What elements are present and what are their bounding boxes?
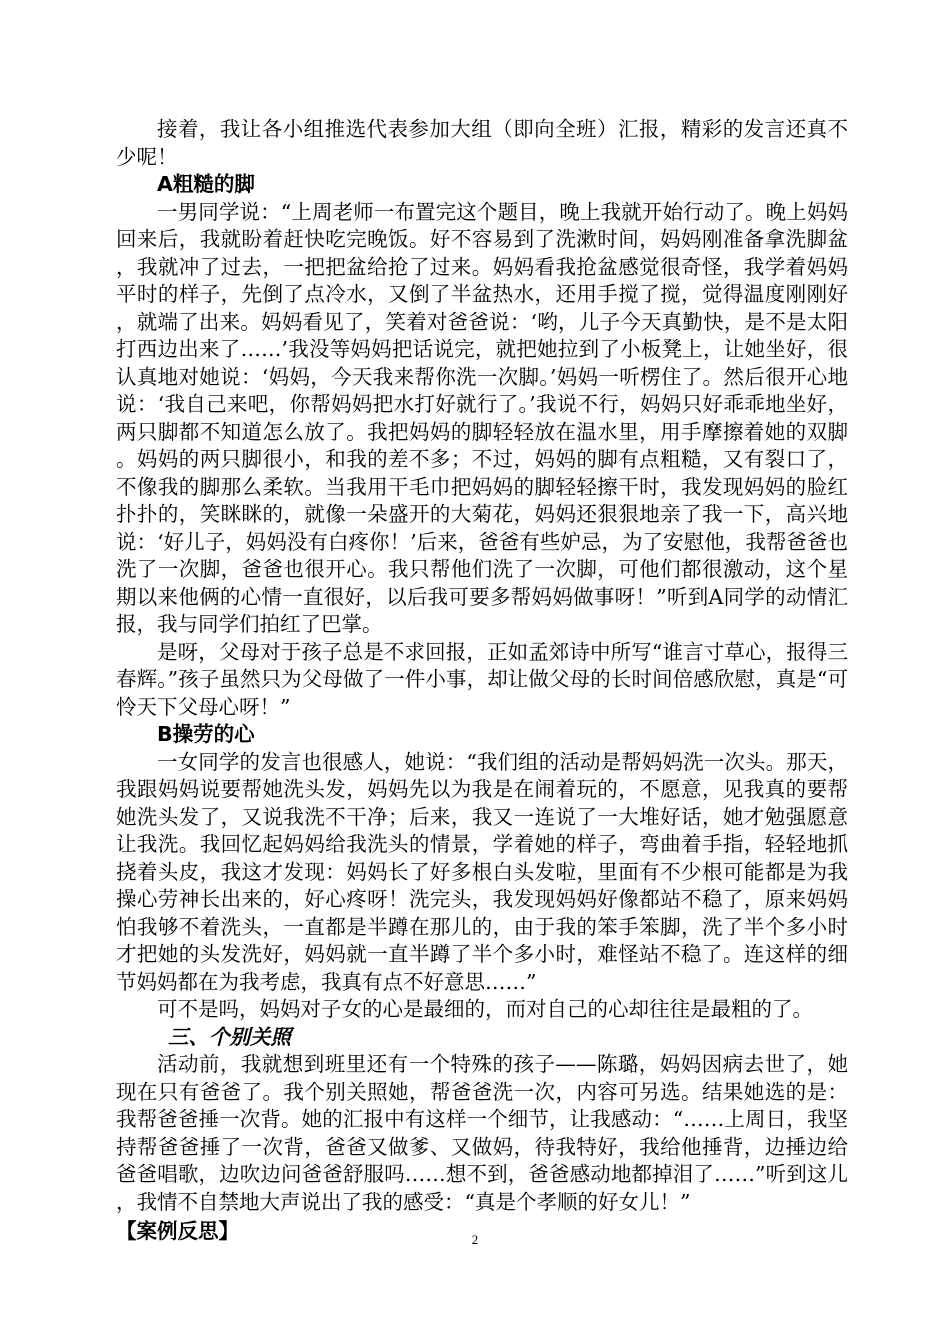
page-number: 2 (471, 1232, 479, 1247)
paragraph-foot-washing: 一男同学说：“上周老师一布置完这个题目，晚上我就开始行动了。晚上妈妈回来后，我就盼着赶快吃完晚饭。好不容易到了洗漱时间，妈妈刚准备拿洗脚盆，我就冲了过去，一把把盆给抢了过来。妈妈看我抢盆感觉很奇怪，我学着妈妈平时的样子，先倒了点冷水，又倒了半盆热水，还用手搅了搅，觉得温度刚刚好，就端了出来。妈妈看见了，笑着对爸爸说：‘哟，儿子今天真勤快，是不是太阳打西边出来了……’我没等妈妈把话说完，就把她拉到了小板凳上，让她坐好，很认真地对她说：‘妈妈，今天我来帮你洗一次脚。’妈妈一听楞住了。然后很开心地说：‘我自己来吧，你帮妈妈把水打好就行了。’我说不行，妈妈只好乖乖地坐好，两只脚都不知道怎么放了。我把妈妈的脚轻轻放在温水里，用手摩擦着她的双脚。妈妈的两只脚很小，和我的差不多；不过，妈妈的脚有点粗糙，又有裂口了，不像我的脚那么柔软。当我用干毛巾把妈妈的脚轻轻擦干时，我发现妈妈的脸红扑扑的，笑眯眯的，就像一朵盛开的大菊花，妈妈还狠狠地亲了我一下，高兴地说：‘好儿子，妈妈没有白疼你！’后来，爸爸有些妒忌，为了安慰他，我帮爸爸也洗了一次脚，爸爸也很开心。我只帮他们洗了一次脚，可他们都很激动，这个星期以来他俩的心情一直很好，以后我可要多帮妈妈做事呀！”听到A同学的动情汇报，我与同学们拍红了巴掌。 (116, 199, 848, 636)
section-heading-reflection: 【案例反思】 (116, 1219, 239, 1243)
paragraph-parents-comment: 是呀，父母对于孩子总是不求回报，正如孟郊诗中所写“谁言寸草心，报得三春辉。”孩子虽然只为父母做了一件小事，却让做父母的长时间倍感欣慰，真是“可怜天下父母心呀！” (116, 639, 848, 719)
section-heading-b: B操劳的心 (157, 722, 255, 746)
paragraph-chen-lu: 活动前，我就想到班里还有一个特殊的孩子——陈璐，妈妈因病去世了，她现在只有爸爸了。我个别关照她，帮爸爸洗一次，内容可另选。结果她选的是：我帮爸爸捶一次背。她的汇报中有这样一个细节，让我感动：“……上周日，我坚持帮爸爸捶了一次背，爸爸又做爹、又做妈，待我特好，我给他捶背，边捶边给爸爸唱歌，边吹边问爸爸舒服吗……想不到，爸爸感动地都掉泪了……”听到这儿，我情不自禁地大声说出了我的感受：“真是个孝顺的好女儿！” (116, 1052, 848, 1214)
section-heading-a: A粗糙的脚 (157, 172, 255, 196)
paragraph-intro: 接着，我让各小组推选代表参加大组（即向全班）汇报，精彩的发言还真不少呢！ (116, 117, 848, 169)
paragraph-mother-heart: 可不是吗，妈妈对子女的心是最细的，而对自己的心却往往是最粗的了。 (157, 997, 813, 1021)
paragraph-hair-washing: 一女同学的发言也很感人，她说：“我们组的活动是帮妈妈洗一次头。那天，我跟妈妈说要帮她洗头发，妈妈先以为我是在闹着玩的，不愿意，见我真的要帮她洗头发了，又说我洗不干净；后来，我又一连说了一大堆好话，她才勉强愿意让我洗。我回忆起妈妈给我洗头的情景，学着她的样子，弯曲着手指，轻轻地抓挠着头皮，我这才发现：妈妈长了好多根白头发啦，里面有不少根可能都是为我操心劳神长出来的，好心疼呀！洗完头，我发现妈妈好像都站不稳了，原来妈妈怕我够不着洗头，一直都是半蹲在那儿的，由于我的笨手笨脚，洗了半个多小时才把她的头发洗好，妈妈就一直半蹲了半个多小时，难怪站不稳了。连这样的细节妈妈都在为我考虑，我真有点不好意思……” (116, 749, 848, 994)
section-heading-individual-care: 三、个别关照 (168, 1024, 291, 1049)
document-body (116, 116, 848, 1246)
